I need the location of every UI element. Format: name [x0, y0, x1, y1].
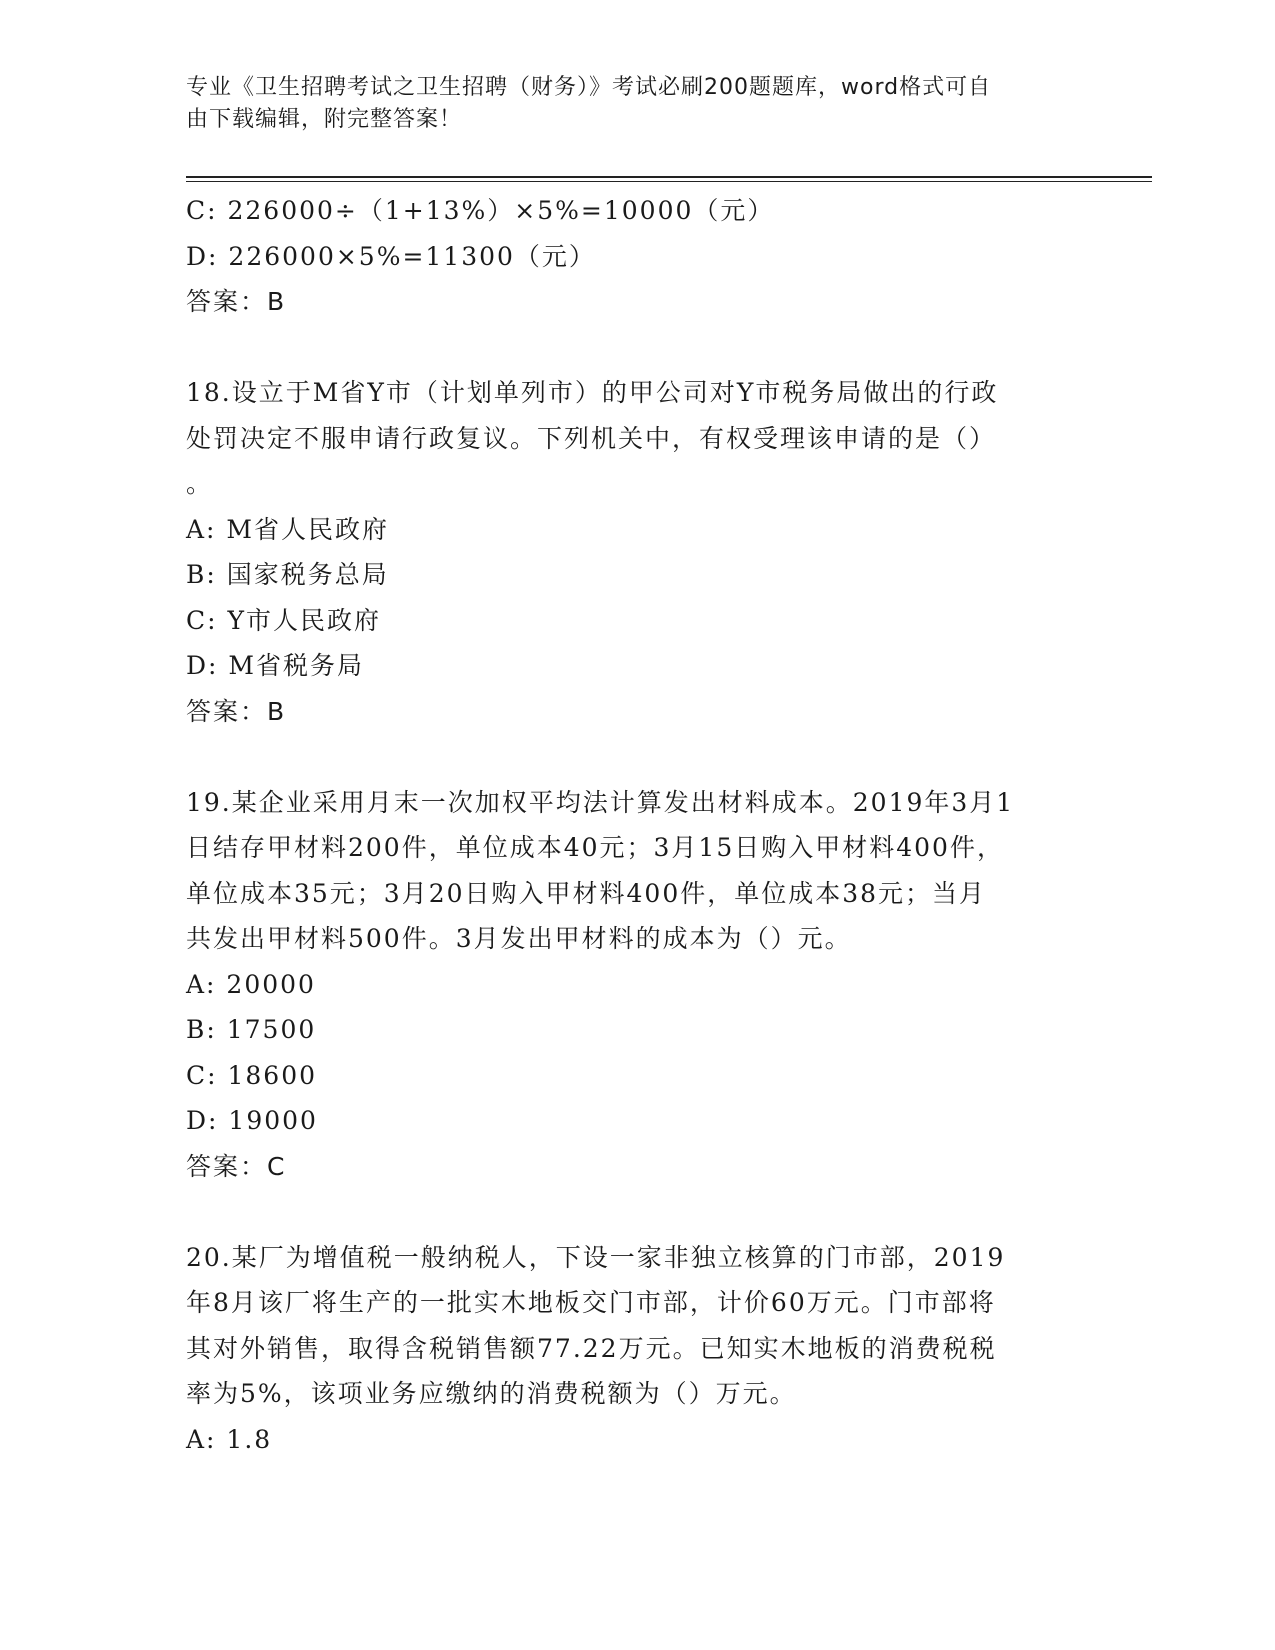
header-line-2: 由下载编辑，附完整答案！ [186, 107, 463, 132]
option-d: D: M省税务局 [186, 651, 365, 680]
question-20 [186, 1235, 1086, 1463]
option-b: B: 国家税务总局 [186, 560, 389, 589]
question-stem-line: 年8月该厂将生产的一批实木地板交门市部，计价60万元。门市部将 [186, 1288, 996, 1317]
document-header [186, 72, 1066, 136]
header-divider-thin [186, 181, 1152, 182]
question-19 [186, 780, 1086, 1190]
option-c: C: Y市人民政府 [186, 605, 382, 635]
option-c: C: 226000÷（1+13%）×5%=10000（元） [186, 196, 775, 225]
header-line-1: 专业《卫生招聘考试之卫生招聘（财务）》考试必刷200题题库，word格式可自 [186, 75, 992, 100]
spacer [186, 734, 1086, 780]
question-stem-line: 19.某企业采用月末一次加权平均法计算发出材料成本。2019年3月1 [186, 787, 1015, 817]
question-stem-line: 处罚决定不服申请行政复议。下列机关中，有权受理该申请的是（） [186, 423, 997, 453]
question-stem-line: 。 [186, 469, 214, 498]
option-b: B: 17500 [186, 1015, 317, 1044]
question-stem-line: 18.设立于M省Y市（计划单列市）的甲公司对Y市税务局做出的行政 [186, 378, 999, 407]
answer: 答案：B [186, 287, 287, 316]
header-divider-thick [186, 176, 1152, 178]
question-stem-line: 其对外销售，取得含税销售额77.22万元。已知实木地板的消费税税 [186, 1333, 997, 1363]
answer: 答案：B [186, 696, 287, 726]
question-stem-line: 率为5%，该项业务应缴纳的消费税额为（）万元。 [186, 1379, 797, 1408]
option-d: D: 19000 [186, 1106, 318, 1135]
question-stem-line: 共发出甲材料500件。3月发出甲材料的成本为（）元。 [186, 924, 852, 953]
question-18 [186, 370, 1086, 734]
question-list [186, 188, 1086, 1462]
question-stem-line: 日结存甲材料200件，单位成本40元；3月15日购入甲材料400件， [186, 833, 1004, 862]
option-c: C: 18600 [186, 1060, 318, 1090]
option-d: D: 226000×5%=11300（元） [186, 241, 596, 271]
spacer [186, 1189, 1086, 1235]
spacer [186, 325, 1086, 371]
question-stem-line: 20.某厂为增值税一般纳税人，下设一家非独立核算的门市部，2019 [186, 1242, 1006, 1272]
question-stem-line: 单位成本35元；3月20日购入甲材料400件，单位成本38元；当月 [186, 878, 987, 908]
option-a: A: M省人民政府 [186, 514, 390, 544]
option-a: A: 1.8 [186, 1424, 273, 1454]
question-17-tail [186, 188, 1086, 325]
option-a: A: 20000 [186, 969, 316, 999]
answer: 答案：C [186, 1151, 287, 1181]
